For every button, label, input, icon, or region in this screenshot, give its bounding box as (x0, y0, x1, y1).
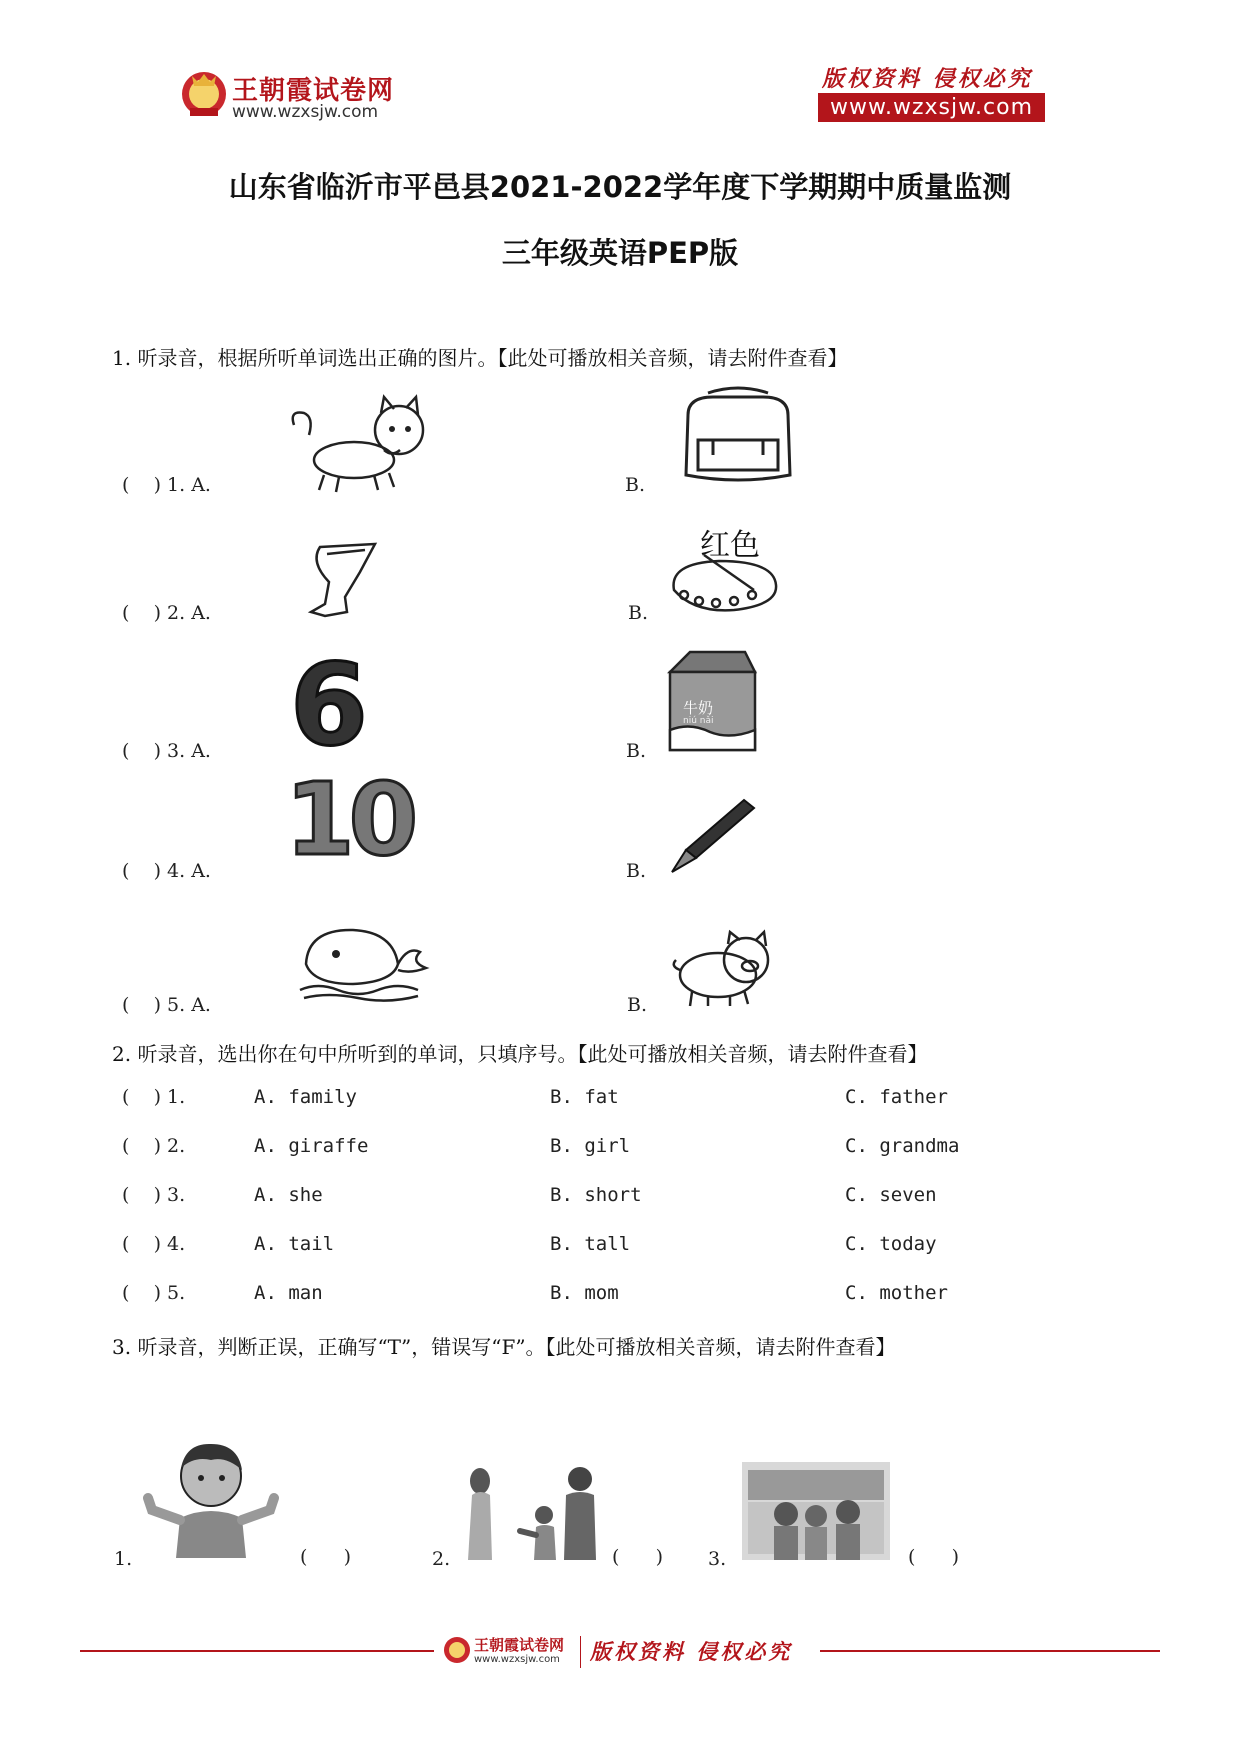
s1-item1-b: B. (625, 474, 646, 496)
s2-row4-prefix: ( ) 4. (122, 1233, 186, 1255)
milk-caption: 牛奶 (683, 699, 714, 717)
s1-item5-b: B. (627, 994, 648, 1016)
number-six-icon[interactable]: 6 (290, 641, 368, 771)
s2-row1-a[interactable]: A. family (254, 1086, 357, 1108)
s1-item2-b: B. (628, 602, 649, 624)
s2-row1-b[interactable]: B. fat (550, 1086, 619, 1108)
s1-item3-prefix: ( ) 3. A. (122, 740, 211, 762)
footer-divider-left (80, 1650, 434, 1652)
footer-logo-name: 王朝霞试卷网 (474, 1636, 565, 1654)
page-title: 山东省临沂市平邑县2021-2022学年度下学期期中质量监测 (228, 170, 1012, 204)
footer-logo-emblem-icon (442, 1634, 472, 1666)
s2-row3-b[interactable]: B. short (550, 1184, 642, 1206)
backpack-icon[interactable] (668, 385, 808, 494)
header (0, 0, 1240, 130)
logo-url[interactable]: www.wzxsjw.com (232, 102, 379, 122)
logo-name: 王朝霞试卷网 (232, 76, 395, 106)
s2-row4-c[interactable]: C. today (845, 1233, 937, 1255)
s2-row2-b[interactable]: B. girl (550, 1135, 631, 1157)
s2-row3-prefix: ( ) 3. (122, 1184, 186, 1206)
url-banner[interactable]: www.wzxsjw.com (818, 93, 1045, 122)
s2-row2-prefix: ( ) 2. (122, 1135, 186, 1157)
children-shop-icon[interactable] (742, 1462, 890, 1564)
site-logo[interactable] (180, 68, 228, 126)
s2-row2-c[interactable]: C. grandma (845, 1135, 960, 1157)
s1-item2-caption: 红色 (700, 528, 760, 563)
whale-icon[interactable] (298, 924, 433, 1008)
pig-icon[interactable] (668, 930, 780, 1012)
s3-item3-blank[interactable]: ( ) (908, 1546, 960, 1568)
s2-row4-a[interactable]: A. tail (254, 1233, 335, 1255)
s2-row5-a[interactable]: A. man (254, 1282, 323, 1304)
leg-icon[interactable] (305, 542, 385, 626)
s2-row1-c[interactable]: C. father (845, 1086, 948, 1108)
footer-logo-url[interactable]: www.wzxsjw.com (474, 1654, 560, 1665)
cat-icon[interactable] (284, 395, 434, 499)
s2-row5-c[interactable]: C. mother (845, 1282, 948, 1304)
s2-row5-prefix: ( ) 5. (122, 1282, 186, 1304)
s3-item2-num: 2. (432, 1548, 451, 1570)
s2-row4-b[interactable]: B. tall (550, 1233, 631, 1255)
s3-item2-blank[interactable]: ( ) (612, 1546, 664, 1568)
s2-row3-a[interactable]: A. she (254, 1184, 323, 1206)
s2-row3-c[interactable]: C. seven (845, 1184, 937, 1206)
s3-item3-num: 3. (708, 1548, 727, 1570)
s1-item3-b: B. (626, 740, 647, 762)
section2-heading: 2. 听录音，选出你在句中所听到的单词，只填序号。【此处可播放相关音频，请去附件查看】 (112, 1042, 928, 1066)
footer-divider-right (820, 1650, 1160, 1652)
pen-icon[interactable] (666, 796, 756, 880)
section1-heading: 1. 听录音，根据所听单词选出正确的图片。【此处可播放相关音频，请去附件查看】 (112, 346, 848, 370)
s1-item4-prefix: ( ) 4. A. (122, 860, 211, 882)
section3-heading: 3. 听录音，判断正误，正确写“T”，错误写“F”。【此处可播放相关音频，请去附件查看】 (112, 1335, 896, 1359)
number-ten-icon[interactable]: 10 (285, 761, 413, 878)
s3-item1-num: 1. (114, 1548, 133, 1570)
s2-row1-prefix: ( ) 1. (122, 1086, 186, 1108)
milk-pinyin: niú nǎi (683, 716, 714, 726)
boy-shrugging-icon[interactable] (146, 1438, 276, 1562)
s1-item5-prefix: ( ) 5. A. (122, 994, 211, 1016)
footer-copyright: 版权资料 侵权必究 (590, 1639, 793, 1664)
footer-logo[interactable] (442, 1634, 472, 1670)
s1-item1-prefix: ( ) 1. A. (122, 474, 211, 496)
mother-and-child-icon[interactable] (462, 1465, 602, 1564)
s2-row2-a[interactable]: A. giraffe (254, 1135, 369, 1157)
s1-item4-b: B. (626, 860, 647, 882)
palette-icon[interactable] (664, 555, 784, 619)
s3-item1-blank[interactable]: ( ) (300, 1546, 352, 1568)
logo-emblem-icon (180, 68, 228, 122)
footer-separator (580, 1636, 581, 1668)
copyright-notice: 版权资料 侵权必究 (822, 66, 1033, 92)
s1-item2-prefix: ( ) 2. A. (122, 602, 211, 624)
page-subtitle: 三年级英语PEP版 (501, 236, 739, 270)
s2-row5-b[interactable]: B. mom (550, 1282, 619, 1304)
